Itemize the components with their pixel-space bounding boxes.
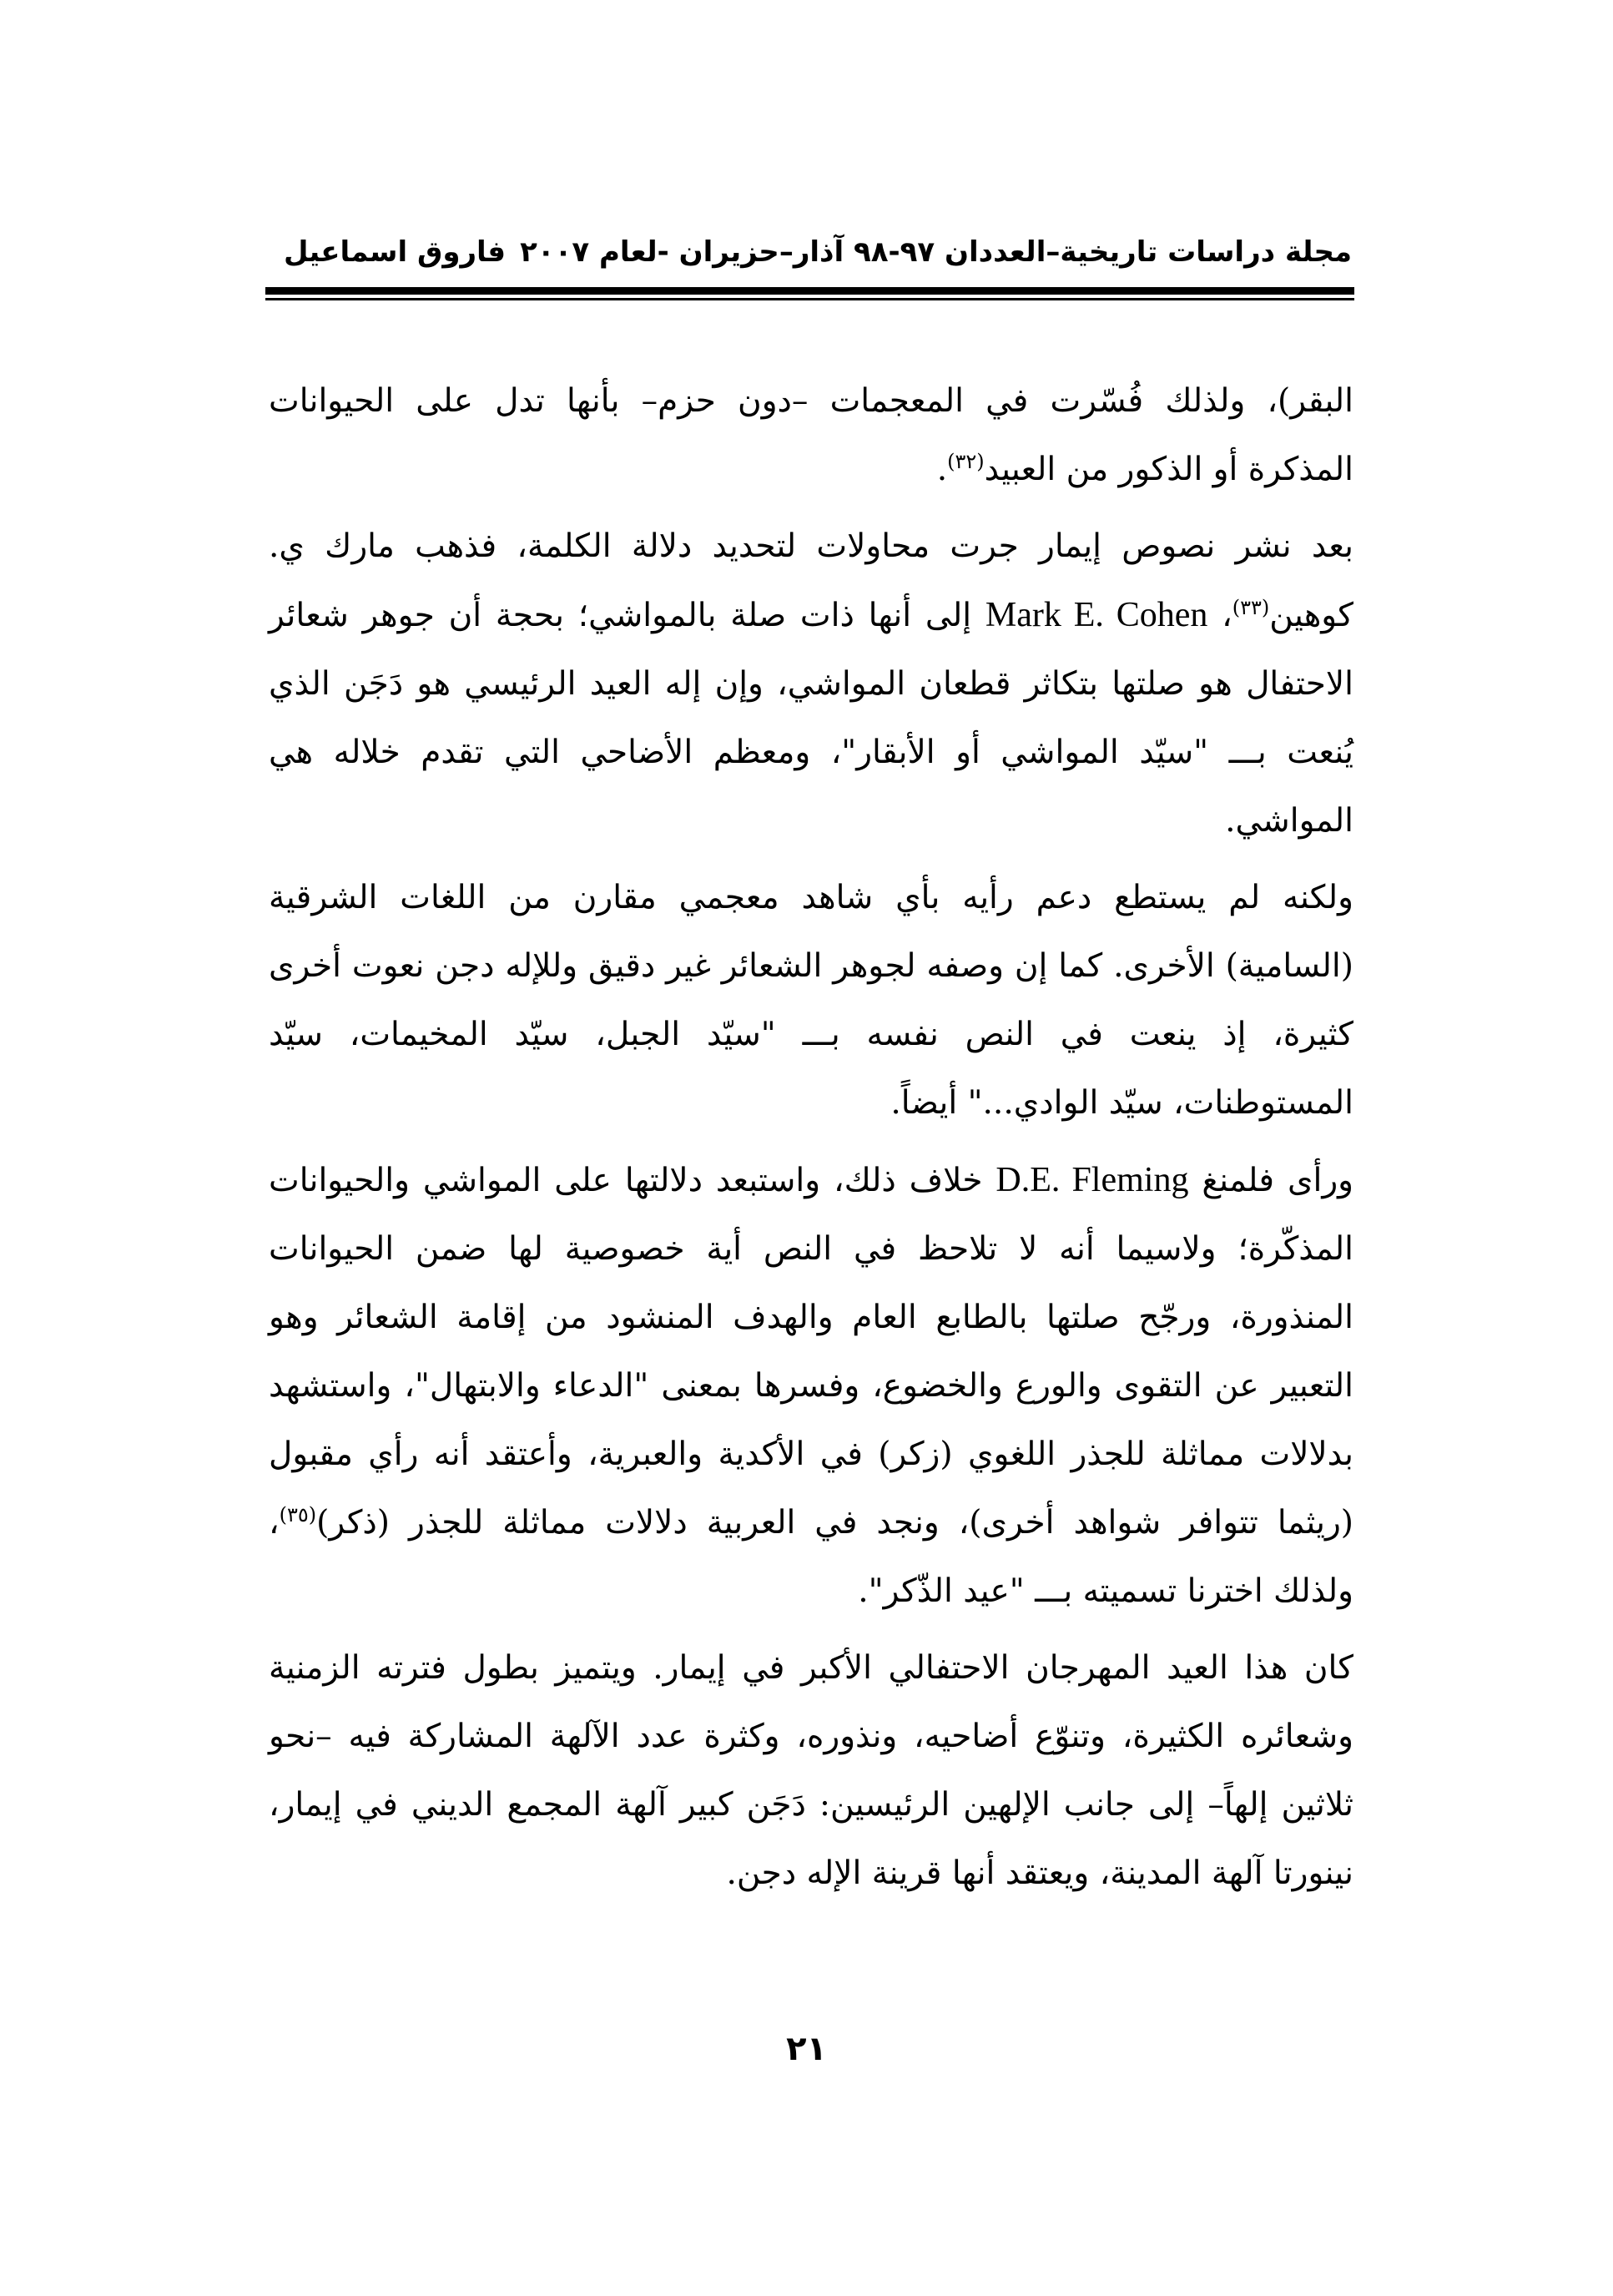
- paragraph-1-text-a: البقر)، ولذلك فُسّرت في المعجمات –دون حزم– بأنها تدل على الحيوانات المذكرة أو الذكور من العبيد: [269, 382, 1353, 488]
- paragraph-2-text-b: ،: [1207, 597, 1232, 634]
- paragraph-4: [269, 1146, 1353, 1626]
- header-rule-thick: [265, 287, 1354, 295]
- paragraph-3: [269, 864, 1353, 1138]
- paragraph-4-text-b: خلاف ذلك، واستبعد دلالتها على المواشي والحيوانات المذكّرة؛ ولاسيما أنه لا تلاحظ في النص أية خصوصية لها ضمن الحيوانات المنذورة، ورجّح صلتها بالطابع العام والهدف المنشود من إقامة الشعائر وهو التعبير عن التقوى والورع والخضوع، وفسرها بمعنى "الدعاء والابتهال"، واستشهد بدلالات مماثلة للجذر اللغوي (زكر) في الأكدية والعبرية، وأعتقد أنه رأي مقبول (ريثما تتوافر شواهد أخرى)، ونجد في العربية دلالات مماثلة للجذر (ذكر): [269, 1162, 1353, 1542]
- latin-name-fleming: D.E. Fleming: [996, 1161, 1189, 1199]
- paragraph-4-text-a: ورأى فلمنغ: [1188, 1162, 1353, 1199]
- running-header: [267, 235, 1352, 277]
- latin-name-cohen: Mark E. Cohen: [985, 596, 1208, 634]
- footnote-ref-32[interactable]: (٣٢): [947, 450, 985, 473]
- footnote-ref-35[interactable]: (٣٥): [279, 1503, 317, 1526]
- paragraph-2-text-c: إلى أنها ذات صلة بالمواشي؛ بحجة أن جوهر شعائر الاحتفال هو صلتها بتكاثر قطعان المواشي، وإن إله العيد الرئيسي هو دَجَن الذي يُنعت بـــ "سيّد المواشي أو الأبقار"، ومعظم الأضاحي التي تقدم خلاله هي المواشي.: [269, 597, 1353, 840]
- page-number: ٢١: [786, 2030, 827, 2068]
- journal-title: مجلة دراسات تاريخية–العددان ٩٧-٩٨ آذار–حزيران -لعام ٢٠٠٧: [520, 235, 1352, 269]
- author-name: فاروق اسماعيل: [284, 235, 507, 269]
- paragraph-5-text-a: كان هذا العيد المهرجان الاحتفالي الأكبر في إيمار. ويتميز بطول فترته الزمنية وشعائره الكثيرة، وتنوّع أضاحيه، ونذوره، وكثرة عدد الآلهة المشاركة فيه –نحو ثلاثين إلهاً– إلى جانب الإلهين الرئيسين: دَجَن كبير آلهة المجمع الديني في إيمار، نينورتا آلهة المدينة، ويعتقد أنها قرينة الإله دجن.: [269, 1649, 1353, 1892]
- body-text: [269, 367, 1353, 1916]
- paragraph-1: [269, 367, 1353, 504]
- paragraph-3-text-a: ولكنه لم يستطع دعم رأيه بأي شاهد معجمي مقارن من اللغات الشرقية (السامية) الأخرى. كما إن وصفه لجوهر الشعائر غير دقيق وللإله دجن نعوت أخرى كثيرة، إذ ينعت في النص نفسه بـــ "سيّد الجبل، سيّد المخيمات، سيّد المستوطنات، سيّد الوادي..." أيضاً.: [269, 879, 1353, 1122]
- paragraph-1-text-b: .: [936, 451, 948, 488]
- footnote-ref-33[interactable]: (٣٣): [1232, 596, 1270, 619]
- paragraph-4-text-c: ، ولذلك اخترنا تسميته بـــ "عيد الذّكر".: [269, 1504, 1353, 1610]
- paragraph-2: [269, 512, 1353, 855]
- header-rule-thin: [265, 298, 1354, 300]
- paragraph-5: [269, 1634, 1353, 1908]
- paragraph-2-text-a: بعد نشر نصوص إيمار جرت محاولات لتحديد دلالة الكلمة، فذهب مارك ي. كوهين: [269, 527, 1354, 634]
